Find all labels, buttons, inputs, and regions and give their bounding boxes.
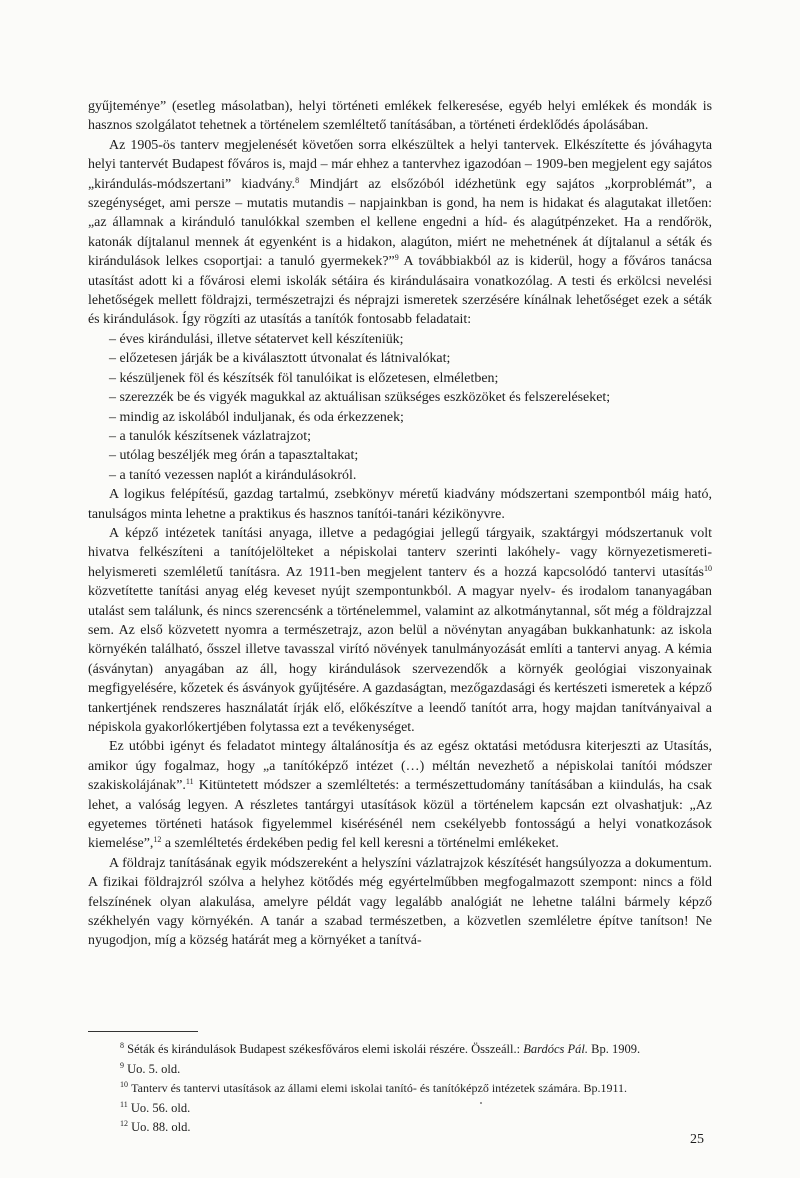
paragraph xyxy=(88,854,712,951)
paragraph xyxy=(88,737,712,853)
page-number: 25 xyxy=(690,1132,704,1147)
footnote-number: 8 xyxy=(120,1041,124,1050)
footnote-author: Bardócs Pál. xyxy=(523,1042,588,1056)
footnote-mark: 9 xyxy=(394,253,399,263)
footnote-number: 10 xyxy=(120,1080,128,1090)
footnote xyxy=(120,1079,720,1099)
footnote-mark: 11 xyxy=(185,777,194,787)
footnote-mark: 10 xyxy=(704,563,712,573)
paragraph xyxy=(88,97,712,136)
footnote xyxy=(120,1060,720,1080)
body-text xyxy=(88,97,712,951)
list-item: – szerezzék be és vigyék magukkal az aktuálisan szükséges eszközöket és felszereléseket; xyxy=(109,390,611,406)
footnote-text: Uo. 56. old. xyxy=(130,1100,191,1115)
list-item: – készüljenek föl és készítsék föl tanulóikat is előzetesen, elméletben; xyxy=(109,370,499,386)
paragraph-text: A földrajz tanításának egyik módszereként a helyszíni vázlatrajzok készítését hangsúlyozza a dokumentum. A fizikai földrajzról szólva a helyhez kötődés még egyértelműbben megfogalmazott szempont: nincs a föld felszínének olyan alakulása, amelyre példát vagy legalább analógiát ne lehetne találni bármely képző székhelyén vagy környékén. A tanár a szabad természetben, a közvetlen szemléletre építve tanítson! Ne nyugodjon, míg a község határát meg a környéket a tanítvá- xyxy=(88,855,712,949)
footnote-text: Tanterv és tantervi utasítások az állami elemi iskolai tanító- és tanítóképző intézetek számára. Bp.1911. xyxy=(131,1081,628,1096)
list-item: – mindig az iskolából induljanak, és oda érkezzenek; xyxy=(109,409,404,425)
footnote-mark: 12 xyxy=(153,835,162,845)
footnote xyxy=(120,1040,720,1060)
footnote xyxy=(120,1118,720,1138)
paragraph-text: a szemléltetés érdekében pedig fel kell keresni a történelmi emlékeket. xyxy=(161,836,559,852)
footnote-mark: 8 xyxy=(295,175,300,185)
footnote-separator xyxy=(88,1031,198,1032)
footnote-number: 12 xyxy=(120,1119,128,1129)
footnote-text: Uo. 88. old. xyxy=(131,1120,191,1135)
list-item: – a tanító vezessen naplót a kirándulásokról. xyxy=(109,467,357,483)
paragraph-text: A továbbiakból az is kiderül, hogy a főváros tanácsa utasítást adott ki a fővárosi elemi iskolák sétáira és kirándulásaira vonatkozólag. A testi és erkölcsi nevelési lehetőségek mellett földrajzi, természetrajzi és néprajzi ismeretek szerzésére kínálnak lehetőséget ezek a séták és kirándulások. Így rögzíti az utasítás a tanítók fontosabb feladatait: xyxy=(88,254,712,328)
paragraph xyxy=(88,524,712,737)
list-item: – a tanulók készítsenek vázlatrajzot; xyxy=(109,428,312,444)
footnotes xyxy=(120,1040,720,1138)
paragraph-text: Az 1905-ös tanterv megjelenését követően sorra elkészültek a helyi tantervek. Elkészítette és jóváhagyta helyi tantervét Budapest főváros is, majd – már ehhez a tantervhez igazodóan – 1909-ben megjelent egy sajátos „kirándulás-módszertani” kiadvány. xyxy=(88,137,712,192)
paragraph-text: Kitüntetett módszer a szemléltetés: a természettudomány tanításában a kiindulás, ha csak lehet, a valóság legyen. A részletes tantárgyi utasítások közül a történelem kapcsán ezt olvashatjuk: „Az egyetemes történeti hatások figyelemmel kisérésénél nem csekélyebb fontosságú a helyi vonatkozások kiemelése”, xyxy=(88,778,712,852)
footnote-number: 9 xyxy=(120,1060,124,1070)
paragraph-text: Ez utóbbi igényt és feladatot mintegy általánosítja és az egész oktatási metódusra kiterjeszti az Utasítás, amikor úgy fogalmaz, hogy „a tanítóképző intézet (…) méltán nevezhető a népiskolai tanítói módszer szakiskolájának”. xyxy=(88,739,712,794)
footnote-text: Uo. 5. old. xyxy=(127,1061,181,1076)
scan-speck xyxy=(480,1102,482,1104)
paragraph-text: A logikus felépítésű, gazdag tartalmú, zsebkönyv méretű kiadvány módszertani szempontból máig ható, tanulságos minta lehetne a praktikus és hasznos tanítói-tanári kézikönyvre. xyxy=(88,487,712,522)
paragraph xyxy=(88,485,712,524)
list-item: – utólag beszéljék meg órán a tapasztaltakat; xyxy=(109,448,359,464)
paragraph-text: gyűjteménye” (esetleg másolatban), helyi történeti emlékek felkeresése, egyéb helyi emlékek és mondák is hasznos szolgálatot tehetnek a történelem szemléltető tanításában, a történeti érdeklődés ápolásában. xyxy=(88,99,712,134)
paragraph-text: Mindjárt az elsőzóból idézhetünk egy sajátos „korproblémát”, a szegénységet, ami persze – mutatis mutandis – napjainkban is gond, ha nem is hidakat és alagutakat illetően: „az államnak a kiránduló tanulókkal szemben el kellene engedni a híd- és alagútpénzeket. Ha a rendőrök, katonák díjtalanul mennek át egyenként is a hidakon, alagúton, miért ne mehetnének át díjtalanul a séták és kirándulások lelkes csoportjai: a tanuló gyermekek?” xyxy=(88,176,712,270)
footnote-number: 11 xyxy=(120,1099,128,1109)
footnote-text: Bp. 1909. xyxy=(588,1042,641,1056)
paragraph-text: közvetítette tanítási anyag elég keveset nyújt szempontunkból. A magyar nyelv- és irodalom tananyagában utalást sem találunk, és nincs szerencsénk a történelemmel, valamint az alkotmánytannal, sőt még a földrajzzal sem. Az első közvetett nyomra a természetrajz, azon belül a növénytan anyagában bukkanhatunk: az iskola környékén található, ősszel illetve tavasszal virító növények tanulmányozását említi a tantervi anyag. A kémia (ásványtan) anyagában az áll, hogy kirándulások szervezendők a környék geológiai viszonyainak megfigyelésére, kőzetek és ásványok gyűjtésére. A gazdaságtan, mezőgazdasági és kertészeti ismeretek a képző tankertjének rendszeres használatát írják elő, előkészítve a leendő tanítót arra, hogy majdan tanítványaival a népiskola gyakorlókertjében folytassa ezt a tevékenységet. xyxy=(88,584,712,735)
list-item: – előzetesen járják be a kiválasztott útvonalat és látnivalókat; xyxy=(109,351,451,367)
list-item: – éves kirándulási, illetve sétatervet kell készíteniük; xyxy=(109,331,404,347)
paragraph xyxy=(88,136,712,330)
footnote xyxy=(120,1099,720,1119)
task-list xyxy=(88,330,712,485)
footnote-text: Séták és kirándulások Budapest székesfőváros elemi iskolái részére. Összeáll.: xyxy=(127,1042,524,1056)
paragraph-text: A képző intézetek tanítási anyaga, illetve a pedagógiai jellegű tárgyaik, szaktárgyi módszertanuk volt hivatva felkészíteni a tanítójelölteket a népiskolai tanterv szerinti lakóhely- vagy környezetismereti-helyismereti szemléletű tanításra. Az 1911-ben megjelent tanterv és a hozzá kapcsolódó tantervi utasítás xyxy=(88,525,712,580)
